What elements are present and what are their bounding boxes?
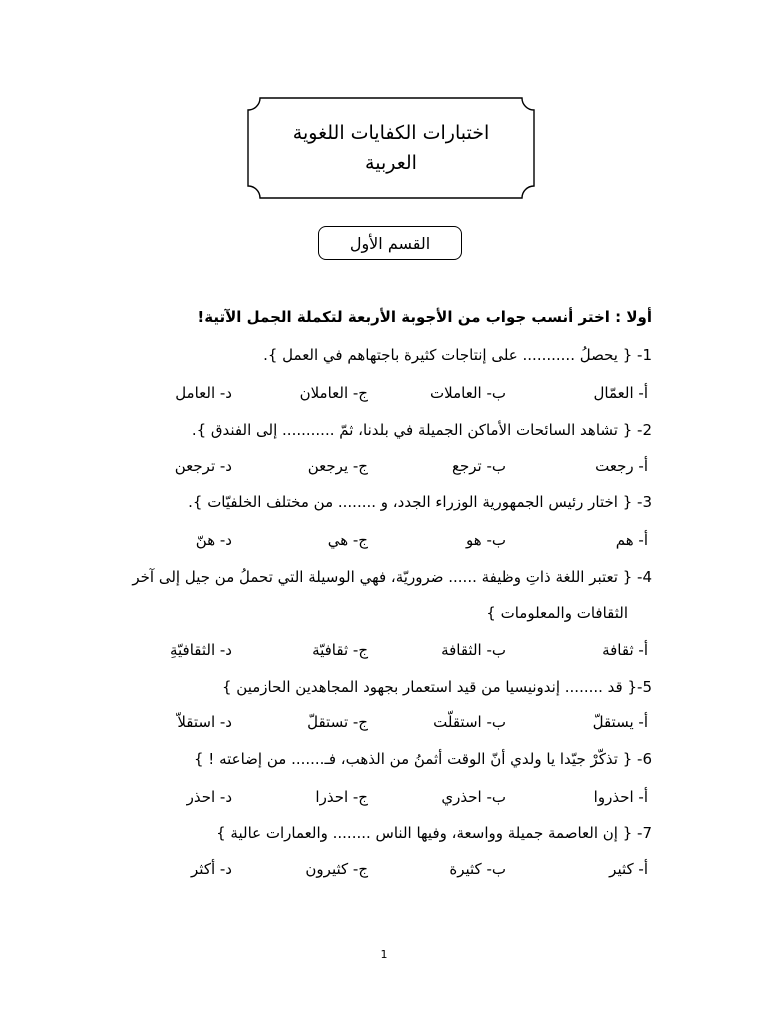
section-label (318, 226, 462, 260)
q1-option-d: د- العامل (175, 384, 232, 402)
q7-option-d: د- أكثر (191, 860, 232, 878)
page-number: 1 (380, 948, 388, 961)
q3-option-d: د- هنّ (195, 531, 232, 549)
title-line-2: العربية (365, 152, 417, 174)
question-4-continuation: الثقافات والمعلومات } (486, 604, 628, 622)
question-5: 5-{ قد ........ إندونيسيا من قيد استعمار بجهود المجاهدين الحازمين } (221, 678, 652, 696)
q3-option-a: أ- هم (615, 531, 648, 549)
q1-option-c: ج- العاملان (299, 384, 368, 402)
title-line-1: اختبارات الكفايات اللغوية (292, 122, 490, 144)
q4-option-c: ج- ثقافيّة (312, 641, 368, 659)
page-title (246, 96, 536, 200)
question-6: 6- { تذكّرْ جيّدا يا ولدي أنّ الوقت أثمنُ من الذهب، فـ....... من إضاعته ! } (194, 750, 652, 768)
q5-option-b: ب- استقلّت (433, 713, 506, 731)
question-1: 1- { يحصلُ ........... على إنتاجات كثيرة باجتهاهم في العمل }. (263, 346, 652, 364)
q5-option-c: ج- تستقلّ (307, 713, 368, 731)
q5-option-a: أ- يستقلّ (592, 713, 648, 731)
q6-option-a: أ- احذروا (593, 788, 648, 806)
q2-option-d: د- ترجعن (174, 457, 232, 475)
instruction-text: أولا : اختر أنسب جواب من الأجوبة الأربعة لتكملة الجمل الآتية! (197, 308, 652, 326)
section-label-text: القسم الأول (349, 233, 431, 253)
question-7: 7- { إن العاصمة جميلة وواسعة، وفيها الناس ........ والعمارات عالية } (216, 824, 652, 842)
q6-option-c: ج- احذرا (315, 788, 368, 806)
question-2: 2- { تشاهد السائحات الأماكن الجميلة في بلدنا، ثمّ ........... إلى الفندق }. (191, 421, 652, 439)
q1-option-a: أ- العمّال (593, 384, 648, 402)
q3-option-c: ج- هي (327, 531, 368, 549)
q6-option-b: ب- احذري (441, 788, 506, 806)
q5-option-d: د- استقلاّ (177, 713, 232, 731)
q4-option-a: أ- ثقافة (602, 641, 648, 659)
q6-option-d: د- احذر (186, 788, 232, 806)
q1-option-b: ب- العاملات (430, 384, 506, 402)
q7-option-a: أ- كثير (609, 860, 648, 878)
q3-option-b: ب- هو (466, 531, 506, 549)
q2-option-c: ج- يرجعن (307, 457, 368, 475)
q4-option-b: ب- الثقافة (441, 641, 506, 659)
q2-option-a: أ- رجعت (595, 457, 648, 475)
q7-option-b: ب- كثيرة (449, 860, 506, 878)
q7-option-c: ج- كثيرون (305, 860, 368, 878)
question-3: 3- { اختار رئيس الجمهورية الوزراء الجدد، و ........ من مختلف الخلفيّات }. (188, 493, 652, 511)
question-4: 4- { تعتبر اللغة ذاتِ وظيفة ...... ضروريّة، فهي الوسيلة التي تحملُ من جيل إلى آخر (132, 568, 652, 586)
title-frame (246, 96, 536, 200)
q4-option-d: د- الثقافيّةِ (169, 641, 232, 659)
q2-option-b: ب- ترجع (451, 457, 506, 475)
